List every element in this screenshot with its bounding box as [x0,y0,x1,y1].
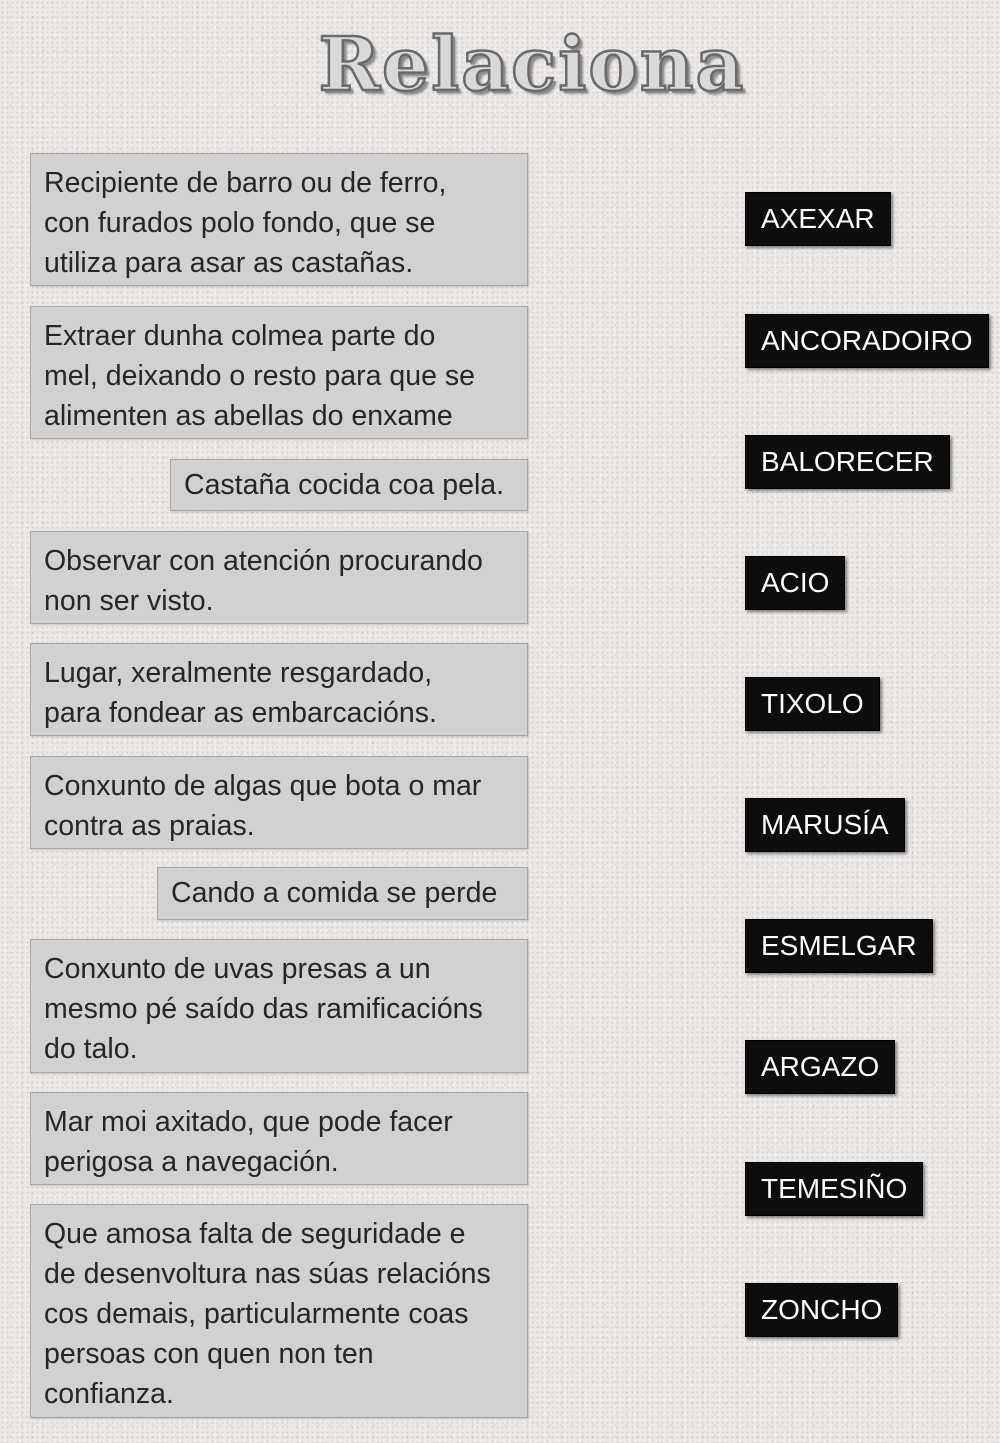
word-tile-marusia[interactable]: MARUSÍA [745,798,905,852]
page-title: Relaciona [318,22,746,108]
definition-text-line: Castaña cocida coa pela. [184,469,505,501]
definition-text-line: persoas con quen non ten [44,1338,374,1370]
definition-text-line: Mar moi axitado, que pode facer [44,1106,453,1138]
word-tile-zoncho[interactable]: ZONCHO [745,1283,898,1337]
word-tile-temesino[interactable]: TEMESIÑO [745,1162,923,1216]
definition-text-line: mesmo pé saído das ramificacións [44,993,483,1025]
definition-text-line: utiliza para asar as castañas. [44,247,414,279]
word-tile-ancoradoiro[interactable]: ANCORADOIRO [745,314,989,368]
word-tile-acio[interactable]: ACIO [745,556,845,610]
definition-text-line: Cando a comida se perde [171,877,498,909]
definition-text-line: alimenten as abellas do enxame [44,400,453,432]
definition-box-3[interactable] [170,459,528,511]
word-tile-axexar[interactable]: AXEXAR [745,192,891,246]
definition-text-line: mel, deixando o resto para que se [44,360,475,392]
definition-box-1[interactable] [30,153,528,286]
word-tile-balorecer[interactable]: BALORECER [745,435,950,489]
definition-text-line: do talo. [44,1033,138,1065]
definition-box-2[interactable] [30,306,528,439]
definition-box-5[interactable] [30,643,528,736]
definition-box-4[interactable] [30,531,528,624]
definition-text-line: Lugar, xeralmente resgardado, [44,657,433,689]
definition-text-line: cos demais, particularmente coas [44,1298,469,1330]
definition-box-6[interactable] [30,756,528,849]
definition-box-7[interactable] [157,867,528,920]
definition-text-line: Conxunto de algas que bota o mar [44,770,482,802]
definition-box-10[interactable] [30,1204,528,1418]
definition-text-line: Extraer dunha colmea parte do [44,320,436,352]
definition-text-line: con furados polo fondo, que se [44,207,436,239]
word-tile-esmelgar[interactable]: ESMELGAR [745,919,933,973]
word-tile-argazo[interactable]: ARGAZO [745,1040,895,1094]
definition-box-9[interactable] [30,1092,528,1185]
definition-text-line: Observar con atención procurando [44,545,483,577]
definition-text-line: para fondear as embarcacións. [44,697,437,729]
definition-text-line: confianza. [44,1378,174,1410]
definition-text-line: contra as praias. [44,810,255,842]
definition-text-line: perigosa a navegación. [44,1146,339,1178]
definition-text-line: non ser visto. [44,585,214,617]
definition-text-line: de desenvoltura nas súas relacións [44,1258,491,1290]
definition-text-line: Conxunto de uvas presas a un [44,953,431,985]
definition-text-line: Recipiente de barro ou de ferro, [44,167,447,199]
definition-box-8[interactable] [30,939,528,1073]
word-tile-tixolo[interactable]: TIXOLO [745,677,880,731]
definition-text-line: Que amosa falta de seguridade e [44,1218,466,1250]
